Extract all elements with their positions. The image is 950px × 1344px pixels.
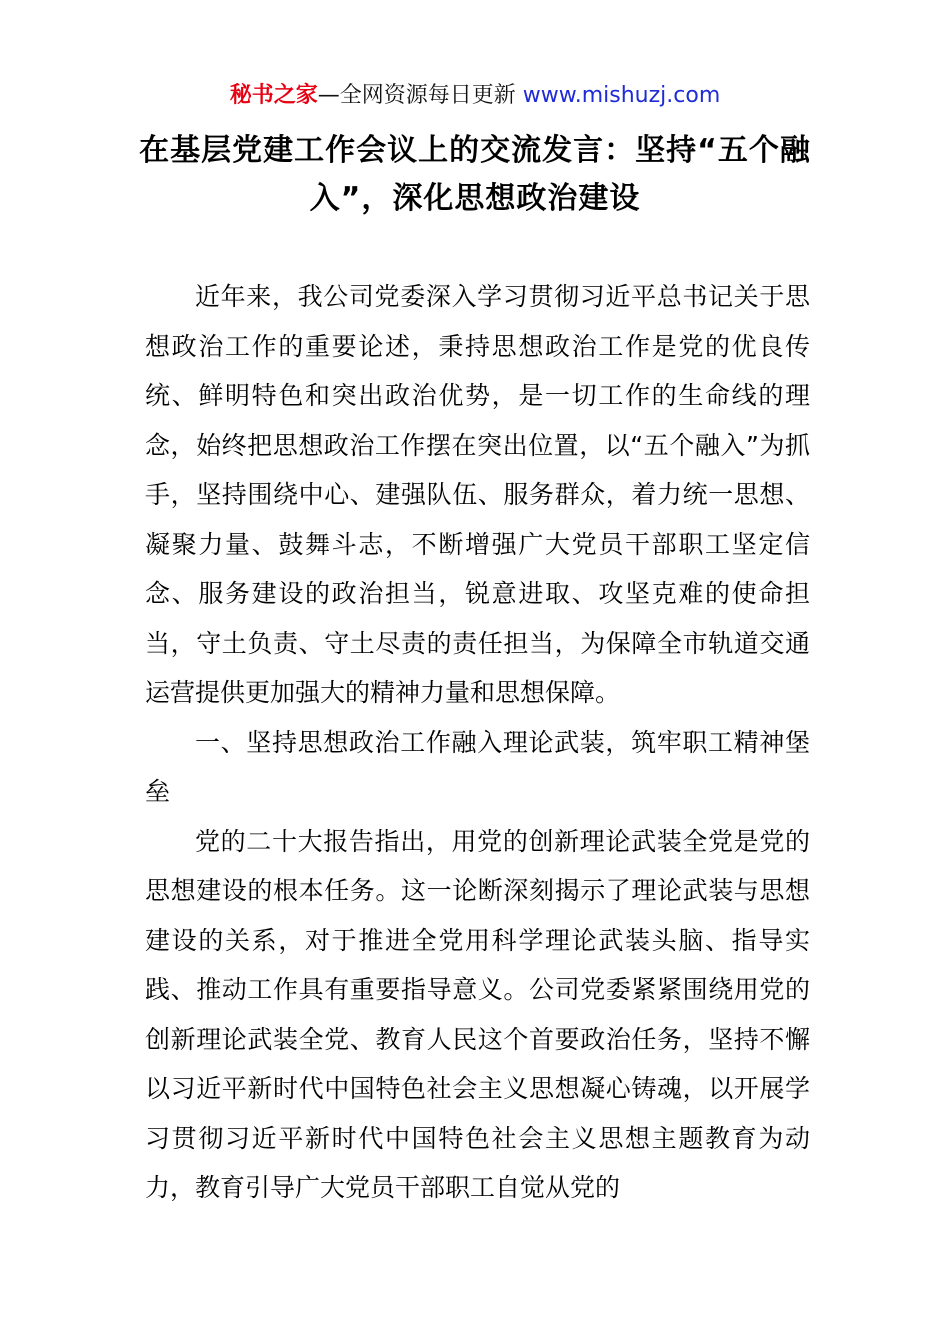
document-body: [145, 272, 810, 1213]
paragraph-intro: 近年来，我公司党委深入学习贯彻习近平总书记关于思想政治工作的重要论述，秉持思想政治工作是党的优良传统、鲜明特色和突出政治优势，是一切工作的生命线的理念，始终把思想政治工作摆在突出位置，以“五个融入”为抓手，坚持围绕中心、建强队伍、服务群众，着力统一思想、凝聚力量、鼓舞斗志，不断增强广大党员干部职工坚定信念、服务建设的政治担当，锐意进取、攻坚克难的使命担当，守土负责、守土尽责的责任担当，为保障全市轨道交通运营提供更加强大的精神力量和思想保障。: [145, 282, 810, 707]
site-brand: 秘书之家: [229, 83, 318, 108]
paragraph-section-1: 党的二十大报告指出，用党的创新理论武装全党是党的思想建设的根本任务。这一论断深刻揭示了理论武装与思想建设的关系，对于推进全党用科学理论武装头脑、指导实践、推动工作具有重要指导意义。公司党委紧紧围绕用党的创新理论武装全党、教育人民这个首要政治任务，坚持不懈以习近平新时代中国特色社会主义思想凝心铸魂，以开展学习贯彻习近平新时代中国特色社会主义思想主题教育为动力，教育引导广大党员干部职工自觉从党的: [145, 826, 810, 1202]
site-url-link[interactable]: www.mishuzj.com: [522, 83, 721, 108]
document-title: 在基层党建工作会议上的交流发言：坚持“五个融入”，深化思想政治建设: [139, 133, 811, 216]
site-tagline: —全网资源每日更新: [317, 83, 523, 108]
site-header: [0, 80, 950, 112]
section-heading-1: 一、坚持思想政治工作融入理论武装，筑牢职工精神堡垒: [145, 727, 810, 806]
